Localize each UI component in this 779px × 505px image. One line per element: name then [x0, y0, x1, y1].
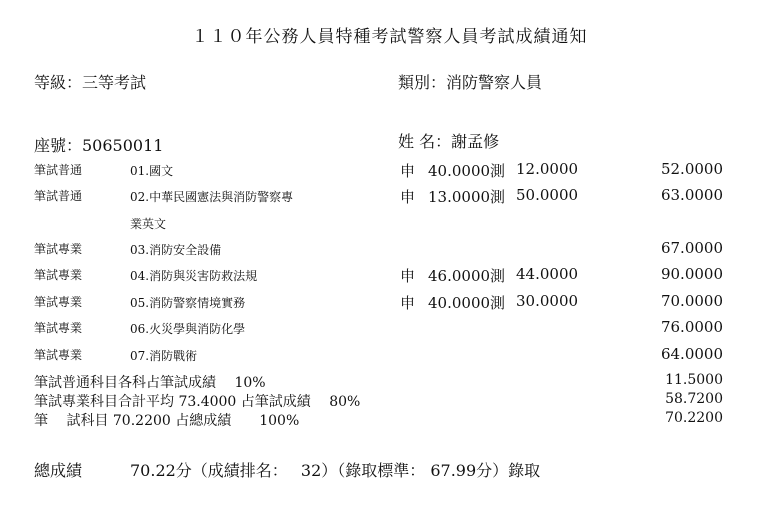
summary-total-score: 70.2200 [665, 410, 723, 426]
row-score: 67.0000 [660, 239, 723, 257]
row-exam-type: 筆試普通 [34, 189, 83, 203]
summary-general-score: 11.5000 [665, 372, 723, 388]
row-exam-type: 筆試專業 [34, 321, 83, 335]
row-exam-type: 筆試專業 [34, 242, 83, 256]
row-subject: 06.火災學與消防化學 [130, 322, 246, 336]
row-score: 64.0000 [660, 345, 723, 363]
row-subject: 02.中華民國憲法與消防警察專 [130, 190, 294, 204]
notice-title: １１０年公務人員特種考試警察人員考試成績通知 [191, 27, 588, 47]
row-subject: 07.消防戰術 [130, 349, 198, 363]
row-score: 70.0000 [660, 292, 723, 310]
summary-professional: 筆試專業科目合計平均 73.4000 占筆試成績 80% [34, 394, 361, 410]
row-score: 90.0000 [660, 265, 723, 283]
row-score: 76.0000 [660, 318, 723, 336]
row-mark: 申 [400, 188, 416, 206]
row-value-2: 50.0000 [516, 186, 579, 204]
summary-general: 筆試普通科目各科占筆試成績 10% [34, 375, 266, 391]
row-subject: 03.消防安全設備 [130, 243, 222, 257]
row-subject: 04.消防與災害防救法規 [130, 269, 258, 283]
row-value-1: 40.0000測 [428, 162, 506, 180]
row-exam-type: 筆試普通 [34, 163, 83, 177]
row-value-1: 13.0000測 [428, 188, 506, 206]
summary-total: 筆 試科目 70.2200 占總成績 100% [34, 413, 300, 429]
row-value-2: 30.0000 [516, 292, 579, 310]
final-result: 總成績 70.22分（成績排名： 32）（錄取標準： 67.99分）錄取 [34, 461, 541, 480]
row-subject: 業英文 [130, 217, 167, 231]
row-mark: 申 [400, 162, 416, 180]
seat-number: 座號：50650011 [34, 136, 164, 155]
row-score: 52.0000 [660, 160, 723, 178]
row-mark: 申 [400, 294, 416, 312]
row-exam-type: 筆試專業 [34, 348, 83, 362]
row-value-1: 40.0000測 [428, 294, 506, 312]
row-score: 63.0000 [660, 186, 723, 204]
candidate-name: 姓 名：謝孟修 [398, 132, 500, 151]
row-value-2: 44.0000 [516, 265, 579, 283]
row-mark: 申 [400, 267, 416, 285]
row-value-1: 46.0000測 [428, 267, 506, 285]
summary-professional-score: 58.7200 [665, 391, 723, 407]
row-exam-type: 筆試專業 [34, 295, 83, 309]
row-exam-type: 筆試專業 [34, 268, 83, 282]
exam-category: 類別：消防警察人員 [398, 73, 543, 92]
exam-grade: 等級：三等考試 [34, 73, 147, 92]
row-subject: 01.國文 [130, 164, 174, 178]
row-subject: 05.消防警察情境實務 [130, 296, 246, 310]
row-value-2: 12.0000 [516, 160, 579, 178]
